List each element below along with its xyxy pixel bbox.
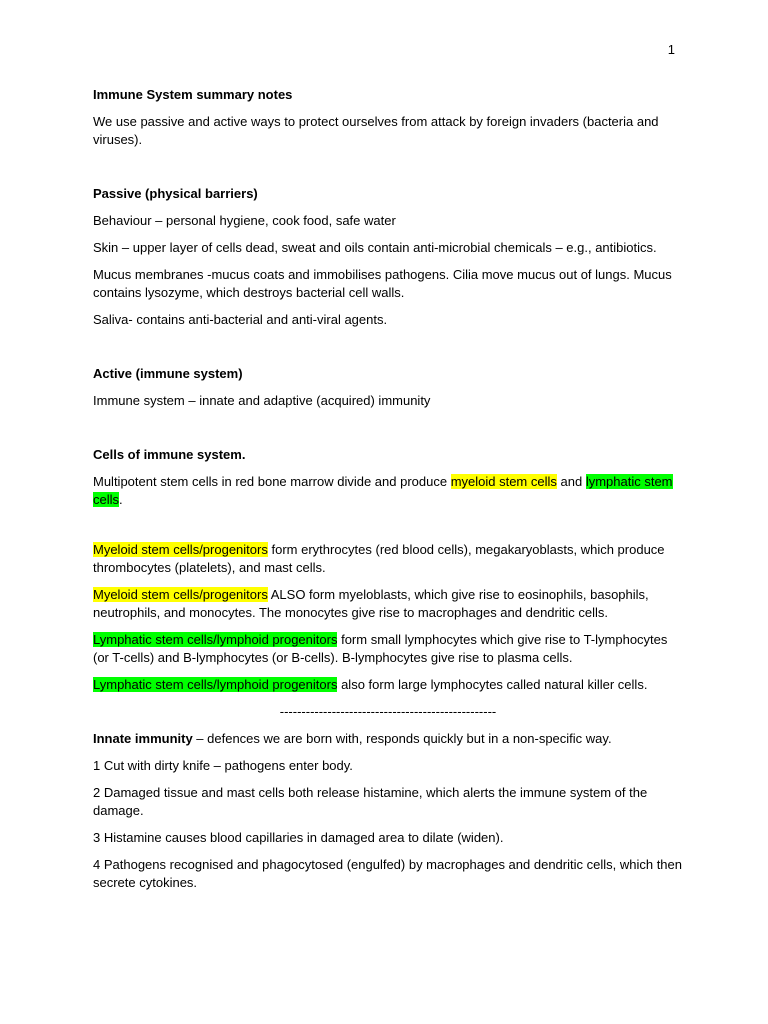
lymphatic-text: form small lymphocytes which give rise to T-lymphocytes (or T-cells) and B-lymphocytes (or B-cells). B-lymphocytes give rise to plasma cells. bbox=[93, 632, 668, 665]
myeloid-highlight: Myeloid stem cells/progenitors bbox=[93, 542, 268, 557]
cells-heading: Cells of immune system. bbox=[93, 447, 246, 462]
page-number: 1 bbox=[667, 42, 675, 57]
lymphatic-text: also form large lymphocytes called natural killer cells. bbox=[337, 677, 648, 692]
innate-heading: Innate immunity bbox=[93, 731, 193, 746]
cells-intro-text: Multipotent stem cells in red bone marrow divide and produce bbox=[93, 474, 451, 489]
passive-item-skin: Skin – upper layer of cells dead, sweat and oils contain anti-microbial chemicals – e.g., antibiotics. bbox=[93, 240, 657, 255]
active-paragraph: Immune system – innate and adaptive (acquired) immunity bbox=[93, 393, 431, 408]
innate-description: – defences we are born with, responds quickly but in a non-specific way. bbox=[192, 731, 612, 746]
active-heading: Active (immune system) bbox=[93, 366, 243, 381]
lymphatic-highlight: lymphatic stem cells bbox=[93, 474, 673, 507]
document-body bbox=[93, 86, 683, 901]
myeloid-paragraph-1 bbox=[93, 541, 683, 577]
innate-paragraph bbox=[93, 730, 683, 748]
myeloid-text: form erythrocytes (red blood cells), megakaryoblasts, which produce thrombocytes (platelets), and mast cells. bbox=[93, 542, 665, 575]
myeloid-highlight: Myeloid stem cells/progenitors bbox=[93, 587, 268, 602]
myeloid-text: ALSO form myeloblasts, which give rise to eosinophils, basophils, neutrophils, and monocytes. The monocytes give rise to macrophages and dendritic cells. bbox=[93, 587, 649, 620]
passive-item-mucus: Mucus membranes -mucus coats and immobilises pathogens. Cilia move mucus out of lungs. Mucus contains lysozyme, which destroys bacterial cell walls. bbox=[93, 267, 672, 300]
lymphatic-paragraph-2 bbox=[93, 676, 683, 694]
passive-heading: Passive (physical barriers) bbox=[93, 186, 258, 201]
lymphatic-paragraph-1 bbox=[93, 631, 683, 667]
cells-intro-paragraph bbox=[93, 473, 683, 509]
myeloid-highlight: myeloid stem cells bbox=[450, 474, 557, 489]
document-title: Immune System summary notes bbox=[93, 87, 293, 102]
innate-step-3: 3 Histamine causes blood capillaries in damaged area to dilate (widen). bbox=[93, 830, 504, 845]
cells-intro-and: and bbox=[556, 474, 586, 489]
section-divider: -------------------------------------------------- bbox=[279, 704, 497, 719]
cells-intro-end: . bbox=[119, 492, 123, 507]
intro-paragraph: We use passive and active ways to protect ourselves from attack by foreign invaders (bacteria and viruses). bbox=[93, 114, 659, 147]
passive-item-behaviour: Behaviour – personal hygiene, cook food, safe water bbox=[93, 213, 396, 228]
lymphatic-highlight: Lymphatic stem cells/lymphoid progenitors bbox=[93, 677, 338, 692]
innate-step-4: 4 Pathogens recognised and phagocytosed (engulfed) by macrophages and dendritic cells, which then secrete cytokines. bbox=[93, 857, 682, 890]
passive-item-saliva: Saliva- contains anti-bacterial and anti-viral agents. bbox=[93, 312, 388, 327]
lymphatic-highlight: Lymphatic stem cells/lymphoid progenitors bbox=[93, 632, 338, 647]
innate-step-1: 1 Cut with dirty knife – pathogens enter body. bbox=[93, 758, 353, 773]
innate-step-2: 2 Damaged tissue and mast cells both release histamine, which alerts the immune system of the damage. bbox=[93, 785, 648, 818]
myeloid-paragraph-2 bbox=[93, 586, 683, 622]
